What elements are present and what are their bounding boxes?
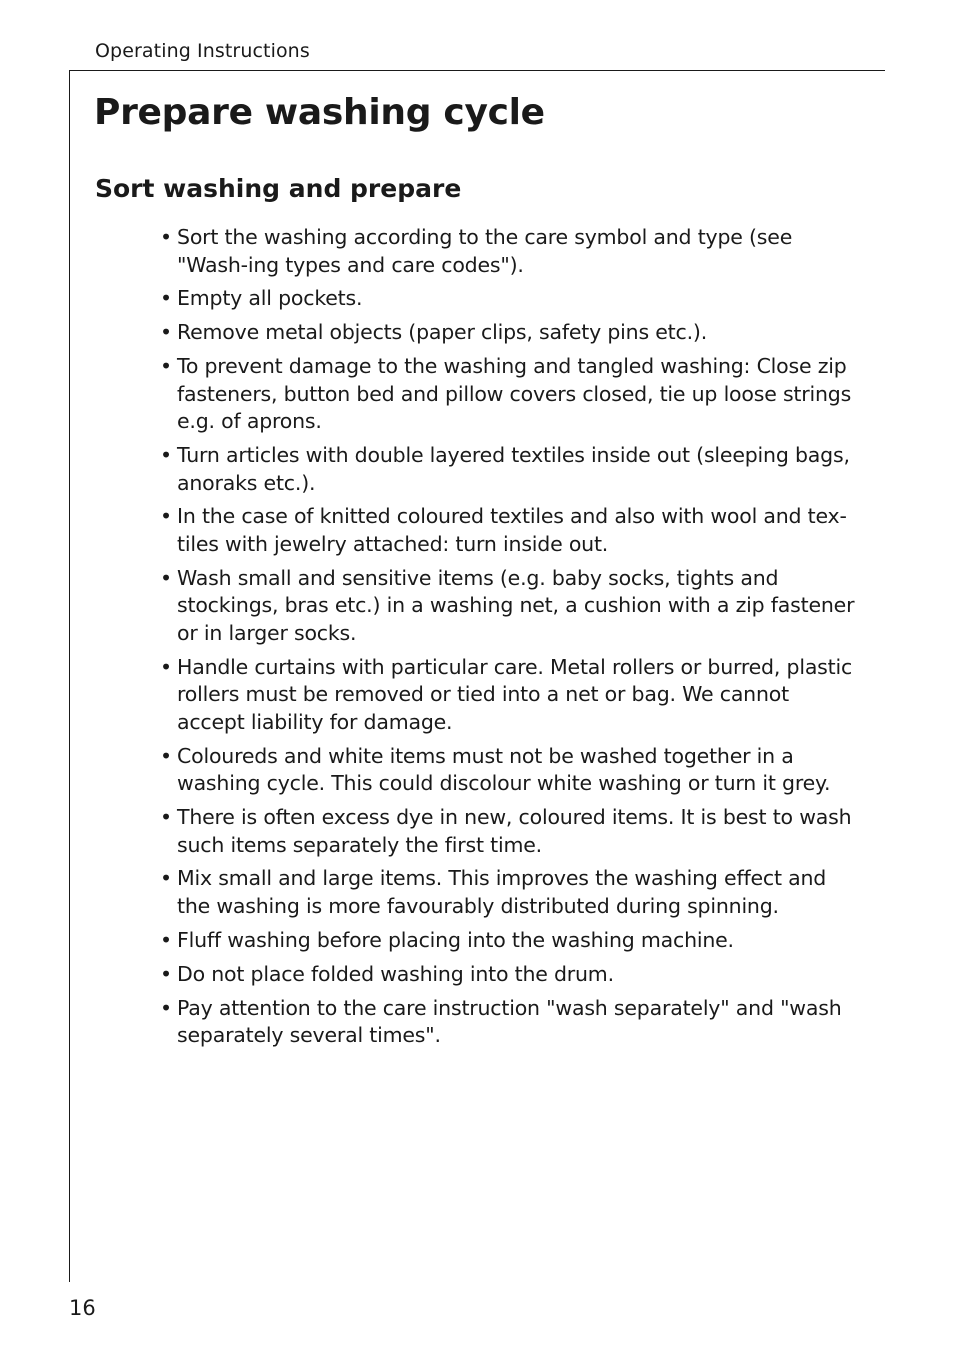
bullet-icon: • bbox=[160, 320, 172, 345]
bullet-icon: • bbox=[160, 654, 172, 679]
list-item bbox=[160, 442, 860, 497]
bullet-icon: • bbox=[160, 743, 172, 768]
bullet-icon: • bbox=[160, 927, 172, 952]
bullet-icon: • bbox=[160, 805, 172, 830]
list-item-text: To prevent damage to the washing and tangled washing: Close zip fasteners, button bed and pillow covers closed, tie up loose strings e.g. of aprons. bbox=[177, 354, 852, 434]
header-rule bbox=[69, 70, 885, 71]
margin-rule bbox=[69, 70, 70, 1282]
instruction-list bbox=[160, 224, 860, 1056]
list-item bbox=[160, 565, 860, 648]
page-number: 16 bbox=[69, 1296, 96, 1320]
list-item bbox=[160, 353, 860, 436]
list-item-text: Remove metal objects (paper clips, safety pins etc.). bbox=[177, 320, 708, 345]
bullet-icon: • bbox=[160, 565, 172, 590]
running-header: Operating Instructions bbox=[95, 40, 310, 62]
list-item-text: Fluff washing before placing into the washing machine. bbox=[177, 927, 734, 952]
list-item bbox=[160, 743, 860, 798]
bullet-icon: • bbox=[160, 995, 172, 1020]
list-item-text: Coloureds and white items must not be washed together in a washing cycle. This could discolour white washing or turn it grey. bbox=[177, 743, 831, 796]
list-item-text: Handle curtains with particular care. Metal rollers or burred, plastic rollers must be removed or tied into a net or bag. We cannot accept liability for damage. bbox=[177, 654, 853, 734]
list-item-text: Wash small and sensitive items (e.g. baby socks, tights and stockings, bras etc.) in a washing net, a cushion with a zip fastener or in larger socks. bbox=[177, 565, 855, 645]
list-item bbox=[160, 865, 860, 920]
list-item bbox=[160, 224, 860, 279]
list-item-text: There is often excess dye in new, coloured items. It is best to wash such items separately the first time. bbox=[177, 805, 852, 857]
bullet-icon: • bbox=[160, 354, 172, 379]
bullet-icon: • bbox=[160, 286, 172, 311]
list-item bbox=[160, 995, 860, 1050]
list-item-text: Sort the washing according to the care symbol and type (see "Wash-ing types and care codes"). bbox=[177, 225, 793, 277]
list-item bbox=[160, 804, 860, 859]
list-item-text: Empty all pockets. bbox=[177, 286, 363, 311]
bullet-icon: • bbox=[160, 443, 172, 468]
list-item bbox=[160, 927, 860, 955]
section-title: Sort washing and prepare bbox=[95, 174, 462, 203]
bullet-icon: • bbox=[160, 225, 172, 249]
bullet-icon: • bbox=[160, 866, 172, 891]
bullet-icon: • bbox=[160, 961, 172, 986]
list-item-text: Turn articles with double layered textiles inside out (sleeping bags, anoraks etc.). bbox=[177, 443, 850, 495]
list-item-text: Pay attention to the care instruction "wash separately" and "wash separately several times". bbox=[177, 995, 842, 1048]
list-item-text: Do not place folded washing into the drum. bbox=[177, 961, 614, 986]
list-item-text: In the case of knitted coloured textiles and also with wool and tex-tiles with jewelry attached: turn inside out. bbox=[177, 504, 847, 556]
list-item bbox=[160, 285, 860, 313]
list-item bbox=[160, 319, 860, 347]
bullet-icon: • bbox=[160, 504, 172, 529]
list-item bbox=[160, 961, 860, 989]
page-title: Prepare washing cycle bbox=[94, 92, 545, 133]
list-item bbox=[160, 503, 860, 558]
list-item bbox=[160, 654, 860, 737]
list-item-text: Mix small and large items. This improves the washing effect and the washing is more favourably distributed during spinning. bbox=[177, 866, 827, 918]
